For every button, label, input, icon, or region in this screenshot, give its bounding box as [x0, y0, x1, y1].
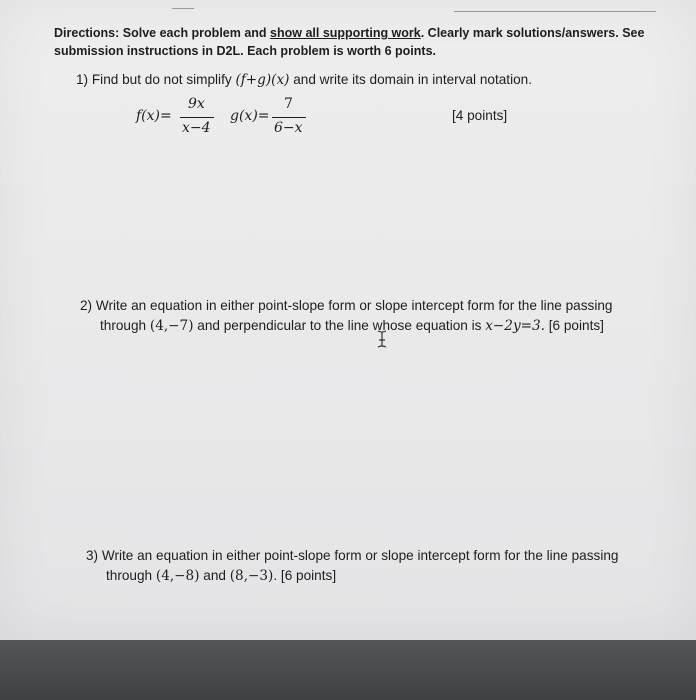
underlined-instruction: show all supporting work — [270, 26, 421, 40]
directions-line-2: submission instructions in D2L. Each problem is worth 6 points. — [54, 44, 436, 58]
question-1-number: 1) — [76, 72, 89, 87]
f-denominator: x−4 — [182, 120, 211, 136]
directions — [54, 24, 654, 60]
g-numerator: 7 — [284, 96, 293, 112]
question-2-line-1: 2) Write an equation in either point-slope form or slope intercept form for the line passing — [80, 298, 613, 313]
top-rule-left — [172, 8, 194, 9]
question-3-number: 3) — [86, 548, 99, 563]
question-1-text-a: Find but do not simplify — [91, 72, 236, 87]
question-1-points: [4 points] — [452, 108, 508, 123]
question-1-text-b: and write its domain in interval notation. — [289, 72, 533, 87]
desk-background — [0, 640, 696, 700]
question-2-number: 2) — [80, 298, 93, 313]
question-2-equation: x−2y=3. — [485, 318, 545, 334]
question-1 — [76, 70, 676, 90]
g-denominator: 6−x — [274, 120, 303, 136]
top-rule-right — [454, 11, 656, 12]
f-numerator: 9x — [188, 96, 205, 112]
question-3-line-1: 3) Write an equation in either point-slope form or slope intercept form for the line passing — [86, 548, 619, 563]
question-3-line-2: through (4,−8) and (8,−3). [6 points] — [106, 568, 337, 584]
f-label: f(x)= — [136, 108, 172, 124]
text-cursor-icon — [376, 330, 388, 348]
question-2-point: (4,−7) — [149, 318, 194, 334]
f-fraction-bar — [180, 117, 214, 118]
g-fraction-bar — [272, 117, 306, 118]
question-3-point-a: (4,−8) — [155, 568, 200, 584]
g-label: g(x)= — [230, 108, 270, 124]
question-2-line-2: through (4,−7) and perpendicular to the line whose equation is x−2y=3. [6 points] — [100, 318, 604, 334]
question-1-expression: (f+g)(x) — [235, 72, 290, 88]
directions-line-1: Directions: Solve each problem and show all supporting work. Clearly mark solutions/answers. See — [54, 26, 645, 40]
question-3 — [86, 546, 686, 586]
question-3-point-b: (8,−3) — [229, 568, 274, 584]
